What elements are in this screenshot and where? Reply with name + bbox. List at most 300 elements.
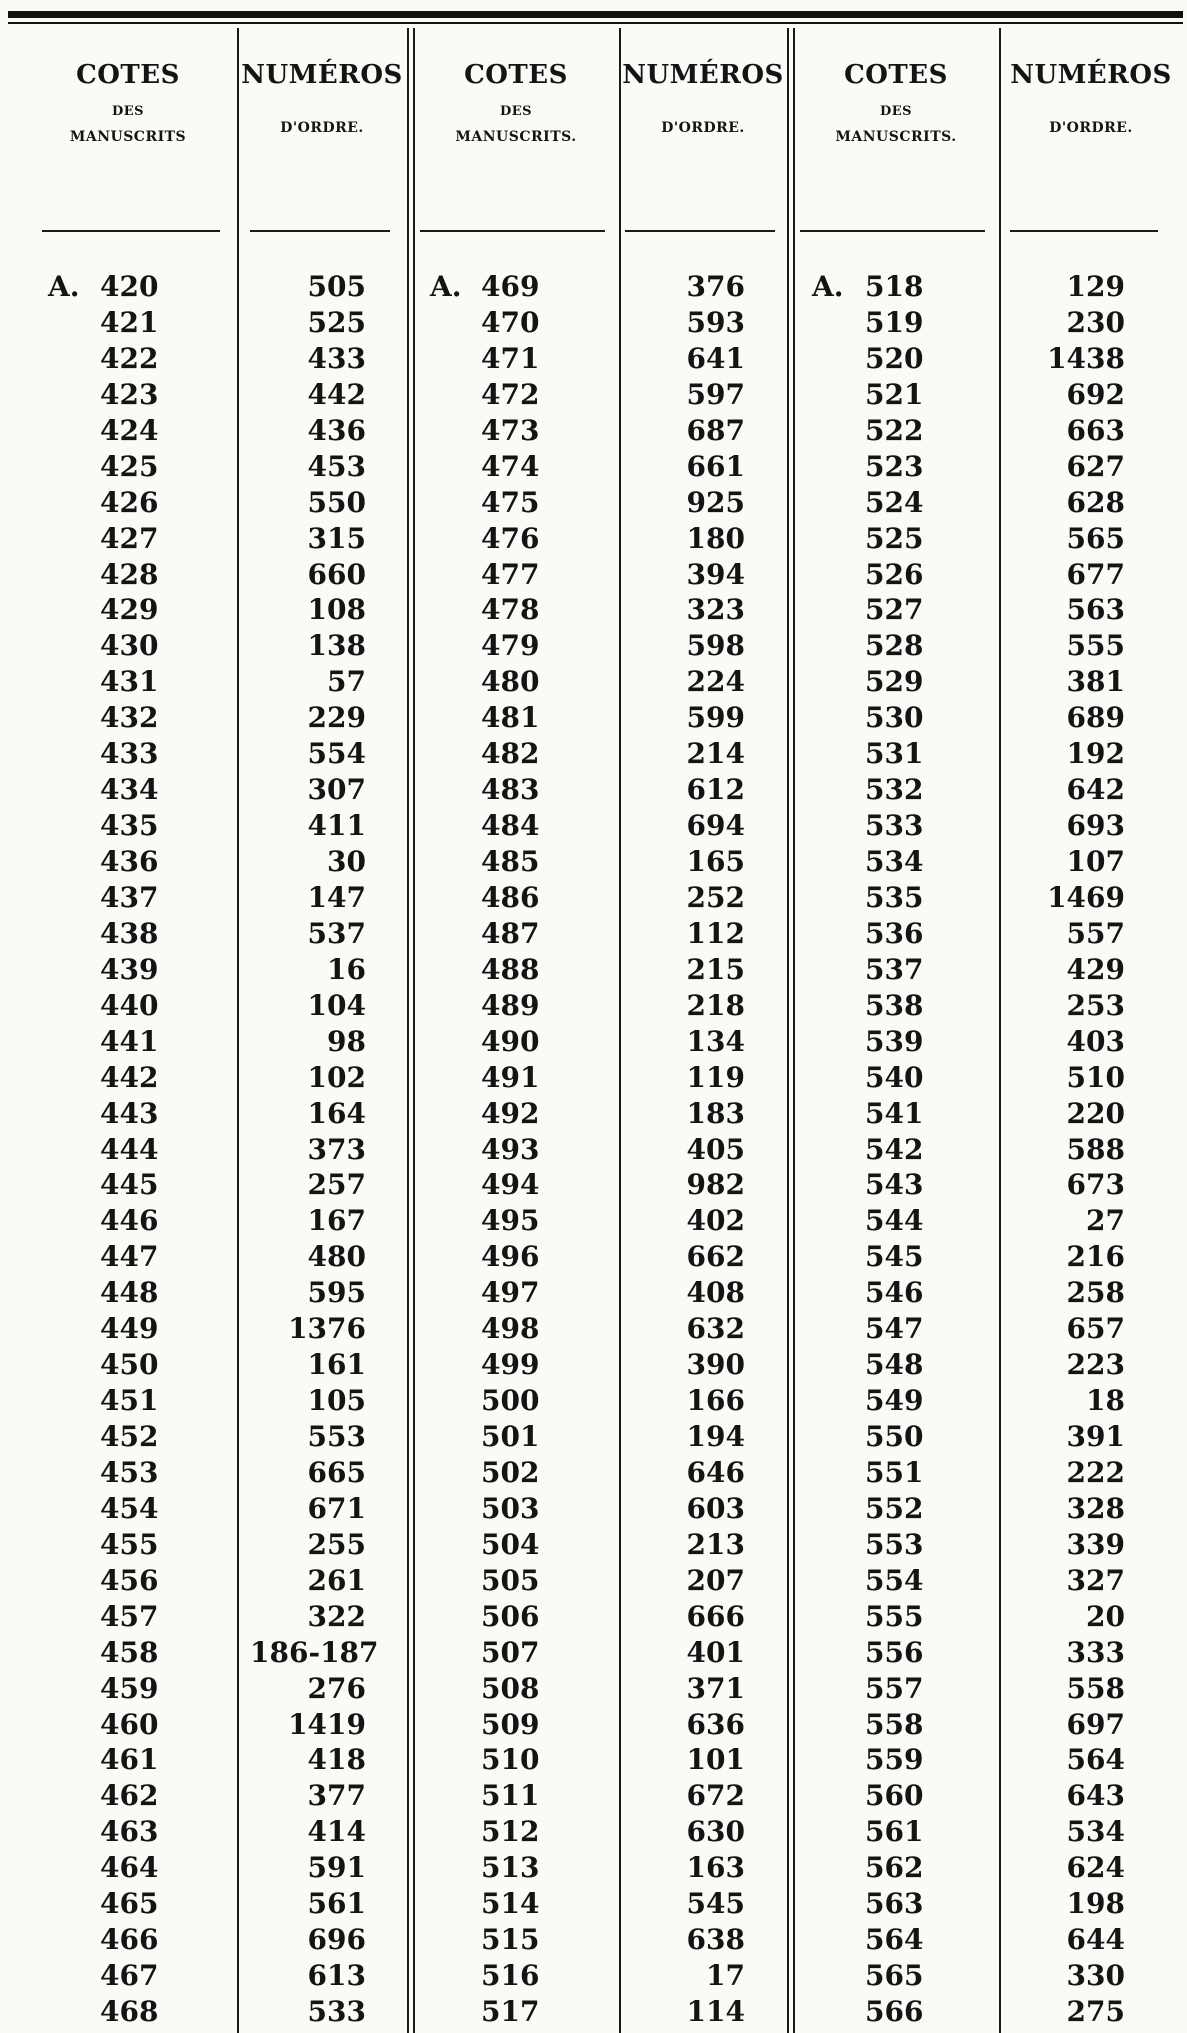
- header-numeros-1: [239, 60, 405, 136]
- numero-cell: 982: [686, 1168, 745, 1202]
- cote-cell: 445: [100, 1168, 159, 1202]
- column-divider: [619, 28, 621, 2033]
- numero-cell: 230: [1066, 305, 1125, 339]
- cote-cell: 544: [865, 1204, 924, 1238]
- numero-cell: 480: [307, 1240, 366, 1274]
- cote-cell: 469: [481, 270, 540, 303]
- column-divider: [999, 28, 1001, 2033]
- numero-cell: 391: [1066, 1420, 1125, 1453]
- numero-cell: 323: [686, 593, 745, 627]
- cote-cell: 561: [865, 1815, 924, 1849]
- cote-cell: 461: [100, 1743, 159, 1777]
- cote-cell: 455: [100, 1527, 159, 1561]
- cote-cell: 489: [481, 988, 540, 1022]
- cote-cell: 486: [481, 880, 540, 914]
- numero-cell: 255: [307, 1527, 366, 1561]
- cote-cell: 493: [481, 1132, 540, 1166]
- cote-cell: 435: [100, 809, 159, 843]
- numero-cell: 545: [686, 1887, 745, 1921]
- numero-cell: 163: [686, 1851, 745, 1885]
- header-numeros-title: NUMÉROS: [622, 60, 784, 90]
- numero-cell: 112: [686, 916, 745, 950]
- header-numeros-title: NUMÉROS: [1010, 60, 1172, 90]
- cote-cell: 526: [865, 557, 924, 591]
- numero-cell: 442: [307, 377, 366, 411]
- cote-cell: 491: [481, 1060, 540, 1094]
- numero-cell: 207: [686, 1563, 745, 1597]
- header-des: DES: [499, 104, 533, 119]
- cote-cell: 558: [865, 1707, 924, 1741]
- cote-cell: 476: [481, 521, 540, 555]
- cote-cell: 434: [100, 773, 159, 807]
- cote-cell: 425: [100, 449, 159, 483]
- cote-cell: 426: [100, 485, 159, 519]
- cote-cell: 541: [865, 1096, 924, 1130]
- numero-cell: 114: [686, 1995, 745, 2028]
- cote-cell: 446: [100, 1204, 159, 1238]
- numero-cell: 390: [686, 1348, 745, 1382]
- numero-cell: 223: [1066, 1348, 1125, 1382]
- numero-cell: 534: [1066, 1815, 1125, 1849]
- numero-cell: 643: [1066, 1779, 1125, 1813]
- header-numeros-2: [621, 60, 785, 136]
- block-divider: [413, 28, 415, 2033]
- cote-cell: 492: [481, 1096, 540, 1130]
- numero-cell: 376: [686, 270, 745, 303]
- numero-cell: 429: [1066, 952, 1125, 986]
- numero-cell: 414: [307, 1815, 366, 1849]
- numero-cell: 315: [307, 521, 366, 555]
- numero-cell: 194: [686, 1420, 745, 1453]
- numero-cell: 322: [307, 1599, 366, 1633]
- cote-cell: 458: [100, 1635, 159, 1669]
- cote-cell: 431: [100, 665, 159, 699]
- numero-cell: 328: [1066, 1491, 1125, 1525]
- cote-cell: 564: [865, 1923, 924, 1957]
- cote-cell: 427: [100, 521, 159, 555]
- numero-cell: 138: [307, 629, 366, 663]
- numero-cell: 98: [327, 1024, 366, 1058]
- numero-cell: 638: [686, 1923, 745, 1957]
- cote-cell: 454: [100, 1491, 159, 1525]
- cote-cell: 453: [100, 1455, 159, 1489]
- cote-cell: 530: [865, 701, 924, 735]
- header-rule: [420, 230, 605, 232]
- cote-cell: 566: [865, 1995, 924, 2028]
- cote-cell: 479: [481, 629, 540, 663]
- cote-cell: 547: [865, 1312, 924, 1346]
- numero-cell: 672: [686, 1779, 745, 1813]
- cote-cell: 505: [481, 1563, 540, 1597]
- cote-cell: 424: [100, 413, 159, 447]
- header-cotes-1: [28, 60, 228, 145]
- header-dordre: D'ORDRE.: [661, 120, 745, 136]
- numero-cell: 657: [1066, 1312, 1125, 1346]
- numero-cell: 105: [307, 1384, 366, 1418]
- numero-cell: 628: [1066, 485, 1125, 519]
- cote-cell: 441: [100, 1024, 159, 1058]
- numero-cell: 663: [1066, 413, 1125, 447]
- cote-cell: 457: [100, 1599, 159, 1633]
- cote-cell: 462: [100, 1779, 159, 1813]
- cote-cell: 535: [865, 880, 924, 914]
- cote-cell: 472: [481, 377, 540, 411]
- numero-cell: 696: [307, 1923, 366, 1957]
- numero-cell: 613: [307, 1959, 366, 1993]
- cote-cell: 459: [100, 1671, 159, 1705]
- header-manuscrits: MANUSCRITS.: [455, 129, 577, 145]
- numero-cell: 229: [307, 701, 366, 735]
- numero-cell: 418: [307, 1743, 366, 1777]
- cote-cell: 497: [481, 1276, 540, 1310]
- numero-cell: 555: [1066, 629, 1125, 663]
- numero-cell: 129: [1066, 270, 1125, 303]
- numero-cell: 373: [307, 1132, 366, 1166]
- numero-cell: 561: [307, 1887, 366, 1921]
- numero-cell: 307: [307, 773, 366, 807]
- cotes-column-1: [100, 269, 180, 2030]
- cote-cell: 548: [865, 1348, 924, 1382]
- cote-cell: 554: [865, 1563, 924, 1597]
- numero-cell: 166: [686, 1384, 745, 1418]
- numero-cell: 252: [686, 880, 745, 914]
- cote-cell: 527: [865, 593, 924, 627]
- cote-cell: 451: [100, 1384, 159, 1418]
- header-cotes-2: [415, 60, 617, 145]
- numero-cell: 371: [686, 1671, 745, 1705]
- numero-cell: 327: [1066, 1563, 1125, 1597]
- cote-cell: 546: [865, 1276, 924, 1310]
- numero-cell: 597: [686, 377, 745, 411]
- numero-cell: 612: [686, 773, 745, 807]
- cote-cell: 484: [481, 809, 540, 843]
- cote-cell: 422: [100, 341, 159, 375]
- numero-cell: 554: [307, 737, 366, 771]
- numero-cell: 925: [686, 485, 745, 519]
- numero-cell: 102: [307, 1060, 366, 1094]
- cote-cell: 477: [481, 557, 540, 591]
- cote-cell: 496: [481, 1240, 540, 1274]
- cote-cell: 485: [481, 845, 540, 878]
- numero-cell: 119: [686, 1060, 745, 1094]
- cote-cell: 556: [865, 1635, 924, 1669]
- cote-cell: 522: [865, 413, 924, 447]
- numero-cell: 192: [1066, 737, 1125, 771]
- numero-cell: 627: [1066, 449, 1125, 483]
- numero-cell: 104: [307, 988, 366, 1022]
- numero-cell: 20: [1086, 1599, 1125, 1633]
- numero-cell: 27: [1086, 1204, 1125, 1238]
- numeros-column-3: [1010, 269, 1125, 2030]
- numero-cell: 598: [686, 629, 745, 663]
- numero-cell: 381: [1066, 665, 1125, 699]
- cote-cell: 452: [100, 1420, 159, 1453]
- numero-cell: 533: [307, 1995, 366, 2028]
- numeros-column-1: [250, 269, 379, 2030]
- numero-cell: 213: [686, 1527, 745, 1561]
- cote-cell: 440: [100, 988, 159, 1022]
- cote-cell: 528: [865, 629, 924, 663]
- cote-cell: 449: [100, 1312, 159, 1346]
- cote-cell: 437: [100, 880, 159, 914]
- cote-cell: 482: [481, 737, 540, 771]
- cote-cell: 433: [100, 737, 159, 771]
- cote-cell: 534: [865, 845, 924, 878]
- header-cotes-3: [795, 60, 997, 145]
- numero-cell: 563: [1066, 593, 1125, 627]
- numero-cell: 339: [1066, 1527, 1125, 1561]
- cote-cell: 517: [481, 1995, 540, 2028]
- header-manuscrits: MANUSCRITS.: [835, 129, 957, 145]
- cote-cell: 536: [865, 916, 924, 950]
- header-cotes-title: COTES: [464, 60, 568, 90]
- numero-cell: 333: [1066, 1635, 1125, 1669]
- cote-cell: 423: [100, 377, 159, 411]
- cote-cell: 557: [865, 1671, 924, 1705]
- cote-cell: 442: [100, 1060, 159, 1094]
- cote-cell: 464: [100, 1851, 159, 1885]
- numero-cell: 677: [1066, 557, 1125, 591]
- cote-cell: 443: [100, 1096, 159, 1130]
- numero-cell: 1469: [1047, 880, 1125, 914]
- numero-cell: 258: [1066, 1276, 1125, 1310]
- numero-cell: 642: [1066, 773, 1125, 807]
- top-thin-rule: [8, 22, 1183, 24]
- numero-cell: 57: [327, 665, 366, 699]
- cote-cell: 524: [865, 485, 924, 519]
- cote-cell: 466: [100, 1923, 159, 1957]
- numero-cell: 661: [686, 449, 745, 483]
- numero-cell: 147: [307, 880, 366, 914]
- cote-cell: 498: [481, 1312, 540, 1346]
- cote-cell: 500: [481, 1384, 540, 1418]
- cote-cell: 525: [865, 521, 924, 555]
- header-numeros-title: NUMÉROS: [241, 60, 403, 90]
- numero-cell: 553: [307, 1420, 366, 1453]
- cote-prefix: A.: [48, 270, 80, 303]
- cote-cell: 444: [100, 1132, 159, 1166]
- cote-cell: 483: [481, 773, 540, 807]
- header-manuscrits: MANUSCRITS: [69, 129, 187, 145]
- cote-cell: 429: [100, 593, 159, 627]
- numero-cell: 671: [307, 1491, 366, 1525]
- cote-cell: 502: [481, 1455, 540, 1489]
- cote-cell: 470: [481, 305, 540, 339]
- cote-cell: 555: [865, 1599, 924, 1633]
- cote-cell: 428: [100, 557, 159, 591]
- cote-prefix: A.: [430, 270, 462, 303]
- numero-cell: 330: [1066, 1959, 1125, 1993]
- cote-cell: 529: [865, 665, 924, 699]
- numero-cell: 525: [307, 305, 366, 339]
- cote-cell: 537: [865, 952, 924, 986]
- numero-cell: 161: [307, 1348, 366, 1382]
- cote-cell: 473: [481, 413, 540, 447]
- cote-cell: 436: [100, 845, 159, 878]
- cote-cell: 543: [865, 1168, 924, 1202]
- header-rule: [625, 230, 775, 232]
- cotes-column-2: [481, 269, 561, 2030]
- numero-cell: 377: [307, 1779, 366, 1813]
- cote-cell: 533: [865, 809, 924, 843]
- numero-cell: 222: [1066, 1455, 1125, 1489]
- numero-cell: 673: [1066, 1168, 1125, 1202]
- cote-cell: 563: [865, 1887, 924, 1921]
- numero-cell: 665: [307, 1455, 366, 1489]
- header-cotes-title: COTES: [844, 60, 948, 90]
- cote-cell: 448: [100, 1276, 159, 1310]
- cote-cell: 495: [481, 1204, 540, 1238]
- numero-cell: 697: [1066, 1707, 1125, 1741]
- cote-cell: 538: [865, 988, 924, 1022]
- numero-cell: 402: [686, 1204, 745, 1238]
- cote-cell: 467: [100, 1959, 159, 1993]
- numero-cell: 453: [307, 449, 366, 483]
- numero-cell: 550: [307, 485, 366, 519]
- numero-cell: 253: [1066, 988, 1125, 1022]
- cote-cell: 540: [865, 1060, 924, 1094]
- numero-cell: 537: [307, 916, 366, 950]
- numero-cell: 666: [686, 1599, 745, 1633]
- cote-cell: 421: [100, 305, 159, 339]
- numero-cell: 108: [307, 593, 366, 627]
- cote-cell: 481: [481, 701, 540, 735]
- cote-cell: 560: [865, 1779, 924, 1813]
- cote-cell: 523: [865, 449, 924, 483]
- numero-cell: 394: [686, 557, 745, 591]
- cote-cell: 471: [481, 341, 540, 375]
- header-rule: [800, 230, 985, 232]
- numero-cell: 687: [686, 413, 745, 447]
- column-divider: [237, 28, 239, 2033]
- cote-cell: 475: [481, 485, 540, 519]
- numero-cell: 257: [307, 1168, 366, 1202]
- numero-cell: 436: [307, 413, 366, 447]
- numero-cell: 198: [1066, 1887, 1125, 1921]
- cote-cell: 463: [100, 1815, 159, 1849]
- numero-cell: 564: [1066, 1743, 1125, 1777]
- cote-cell: 516: [481, 1959, 540, 1993]
- cote-cell: 545: [865, 1240, 924, 1274]
- cote-cell: 438: [100, 916, 159, 950]
- numero-cell: 591: [307, 1851, 366, 1885]
- numero-cell: 167: [307, 1204, 366, 1238]
- cote-cell: 515: [481, 1923, 540, 1957]
- numero-cell: 408: [686, 1276, 745, 1310]
- numero-cell: 30: [327, 845, 366, 878]
- cote-cell: 512: [481, 1815, 540, 1849]
- cote-cell: 501: [481, 1420, 540, 1453]
- numero-cell: 165: [686, 845, 745, 878]
- numeros-column-2: [630, 269, 745, 2030]
- numero-cell: 644: [1066, 1923, 1125, 1957]
- numero-cell: 505: [307, 270, 366, 303]
- cote-cell: 456: [100, 1563, 159, 1597]
- numero-cell: 276: [307, 1671, 366, 1705]
- cote-cell: 565: [865, 1959, 924, 1993]
- cote-cell: 487: [481, 916, 540, 950]
- cote-cell: 447: [100, 1240, 159, 1274]
- cote-cell: 542: [865, 1132, 924, 1166]
- block-divider: [787, 28, 789, 2033]
- numero-cell: 107: [1066, 845, 1125, 878]
- numero-cell: 693: [1066, 809, 1125, 843]
- numero-cell: 694: [686, 809, 745, 843]
- numero-cell: 660: [307, 557, 366, 591]
- numero-cell: 630: [686, 1815, 745, 1849]
- numero-cell: 261: [307, 1563, 366, 1597]
- cote-cell: 551: [865, 1455, 924, 1489]
- numero-cell: 641: [686, 341, 745, 375]
- cote-cell: 519: [865, 305, 924, 339]
- cote-cell: 531: [865, 737, 924, 771]
- cote-cell: 460: [100, 1707, 159, 1741]
- cote-cell: 494: [481, 1168, 540, 1202]
- cote-cell: 509: [481, 1707, 540, 1741]
- numero-cell: 603: [686, 1491, 745, 1525]
- cote-cell: 510: [481, 1743, 540, 1777]
- numero-cell: 216: [1066, 1240, 1125, 1274]
- cote-cell: 514: [481, 1887, 540, 1921]
- header-rule: [250, 230, 390, 232]
- numero-cell: 16: [327, 952, 366, 986]
- numero-cell: 692: [1066, 377, 1125, 411]
- numero-cell: 220: [1066, 1096, 1125, 1130]
- numero-cell: 218: [686, 988, 745, 1022]
- header-dordre: D'ORDRE.: [280, 120, 364, 136]
- numero-cell: 275: [1066, 1995, 1125, 2028]
- header-des: DES: [879, 104, 913, 119]
- cote-cell: 490: [481, 1024, 540, 1058]
- top-double-rule: [8, 11, 1183, 18]
- cote-cell: 507: [481, 1635, 540, 1669]
- cote-cell: 474: [481, 449, 540, 483]
- numero-cell: 215: [686, 952, 745, 986]
- numero-cell: 18: [1086, 1384, 1125, 1418]
- cote-cell: 488: [481, 952, 540, 986]
- cote-cell: 465: [100, 1887, 159, 1921]
- numero-cell: 595: [307, 1276, 366, 1310]
- numero-cell: 557: [1066, 916, 1125, 950]
- cote-cell: 520: [865, 341, 924, 375]
- block-divider: [793, 28, 795, 2033]
- numero-cell: 636: [686, 1707, 745, 1741]
- numero-cell: 433: [307, 341, 366, 375]
- numero-cell: 588: [1066, 1132, 1125, 1166]
- cote-cell: 559: [865, 1743, 924, 1777]
- numero-cell: 101: [686, 1743, 745, 1777]
- numero-cell: 180: [686, 521, 745, 555]
- cote-cell: 504: [481, 1527, 540, 1561]
- cote-cell: 503: [481, 1491, 540, 1525]
- numero-cell: 17: [706, 1959, 745, 1993]
- cote-cell: 478: [481, 593, 540, 627]
- numero-cell: 1438: [1047, 341, 1125, 375]
- numero-cell: 183: [686, 1096, 745, 1130]
- cote-cell: 480: [481, 665, 540, 699]
- cote-cell: 552: [865, 1491, 924, 1525]
- cote-cell: 511: [481, 1779, 540, 1813]
- numero-cell: 405: [686, 1132, 745, 1166]
- cote-cell: 420: [100, 270, 159, 303]
- numero-cell: 1419: [288, 1707, 366, 1741]
- header-rule: [42, 230, 220, 232]
- cote-cell: 550: [865, 1420, 924, 1453]
- header-cotes-title: COTES: [76, 60, 180, 90]
- cote-cell: 439: [100, 952, 159, 986]
- numero-cell: 662: [686, 1240, 745, 1274]
- cote-cell: 513: [481, 1851, 540, 1885]
